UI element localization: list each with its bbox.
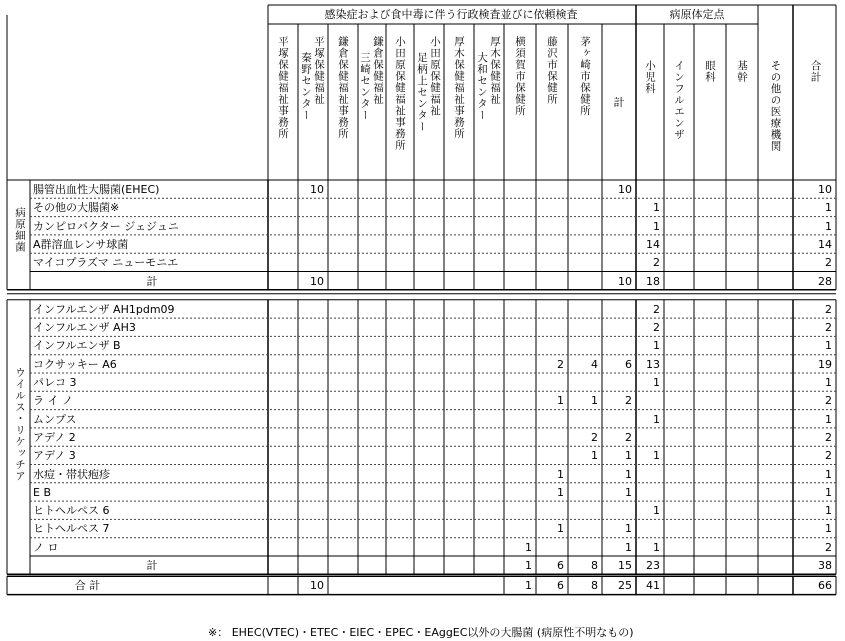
value-cell: 1 [653, 339, 660, 353]
column-header: 眼科 [704, 60, 716, 83]
column-header: 鎌倉保健福祉 [372, 36, 384, 105]
value-cell: 1 [825, 219, 832, 233]
row-label: ラ イ ノ [33, 394, 73, 408]
row-label: ヒトヘルペス 7 [33, 522, 110, 536]
value-cell: 1 [825, 485, 832, 499]
value-cell: 1 [653, 376, 660, 389]
grand-total-cell: 10 [310, 579, 324, 593]
subtotal-cell: 8 [591, 559, 598, 572]
column-header: 藤沢市保健所 [546, 36, 558, 105]
value-cell: 2 [825, 449, 832, 463]
value-cell: 1 [625, 449, 632, 463]
value-cell: 14 [818, 237, 832, 251]
row-label: インフルエンザ B [33, 339, 121, 353]
grand-total-cell: 8 [591, 579, 598, 593]
subtotal-label: 計 [146, 559, 158, 572]
value-cell: 4 [591, 357, 598, 371]
value-cell: 1 [653, 412, 660, 426]
section-label: 病原細菌 [14, 206, 26, 253]
column-header: 小田原保健福祉 [429, 36, 441, 117]
subtotal-cell: 28 [818, 274, 832, 288]
column-header: その他の医療機関 [769, 60, 782, 152]
value-cell: 1 [825, 522, 832, 536]
column-header: 茅ヶ崎市保健所 [579, 36, 591, 117]
header-group-inspection: 感染症および食中毒に伴う行政検査並びに依頼検査 [324, 8, 578, 21]
column-header: 三崎センター [359, 52, 371, 121]
row-label: コクサッキー A6 [33, 357, 117, 371]
row-label: インフルエンザ AH3 [33, 321, 136, 335]
value-cell: 1 [825, 201, 832, 215]
value-cell: 2 [653, 321, 660, 335]
value-cell: 2 [825, 430, 832, 444]
row-label: インフルエンザ AH1pdm09 [33, 302, 175, 316]
column-header: 平塚保健福祉事務所 [277, 36, 289, 140]
column-header-grand-total: 合計 [809, 60, 822, 83]
section-label: ウイルス・リケッチア [14, 367, 26, 483]
value-cell: 1 [591, 394, 598, 408]
subtotal-cell: 1 [525, 559, 532, 572]
value-cell: 1 [625, 540, 632, 554]
value-cell: 1 [653, 504, 660, 518]
row-label: その他の大腸菌※ [33, 201, 120, 215]
value-cell: 2 [653, 302, 660, 316]
value-cell: 1 [525, 540, 532, 554]
value-cell: 1 [825, 467, 832, 481]
subtotal-cell: 10 [618, 274, 632, 288]
subtotal-cell: 18 [646, 274, 660, 288]
grand-total-cell: 6 [557, 579, 564, 593]
value-cell: 1 [625, 485, 632, 499]
value-cell: 2 [825, 321, 832, 335]
value-cell: 1 [625, 467, 632, 481]
column-header: 秦野センター [300, 52, 312, 121]
row-label: 水痘・帯状疱疹 [33, 467, 110, 481]
subtotal-label: 計 [146, 274, 158, 288]
row-label: アデノ 2 [33, 430, 76, 444]
column-header: 厚木保健福祉 [489, 36, 501, 105]
column-header: 足柄上センター [416, 52, 428, 133]
grand-total-cell: 25 [618, 579, 632, 593]
grand-total-cell: 1 [525, 579, 532, 593]
row-label: アデノ 3 [33, 449, 76, 463]
row-label: ノ ロ [33, 540, 59, 554]
column-header: 平塚保健福祉 [313, 36, 325, 105]
value-cell: 1 [591, 449, 598, 463]
value-cell: 2 [625, 394, 632, 408]
row-label: パレコ 3 [33, 376, 77, 389]
column-header: 基幹 [736, 60, 748, 83]
column-header: インフルエンザ [673, 60, 685, 141]
value-cell: 2 [825, 394, 832, 408]
column-header: 小田原保健福祉事務所 [394, 36, 406, 151]
value-cell: 6 [625, 357, 632, 371]
value-cell: 2 [591, 430, 598, 444]
value-cell: 2 [825, 256, 832, 270]
value-cell: 10 [310, 183, 324, 196]
value-cell: 1 [653, 201, 660, 215]
row-label: A群溶血レンサ球菌 [33, 237, 129, 251]
value-cell: 2 [653, 256, 660, 270]
value-cell: 14 [646, 237, 660, 251]
column-header: 横須賀市保健所 [514, 36, 526, 117]
subtotal-cell: 15 [618, 559, 632, 572]
row-label: ヒトヘルペス 6 [33, 504, 110, 518]
row-label: カンピロバクター ジェジュニ [33, 219, 179, 233]
value-cell: 1 [653, 449, 660, 463]
value-cell: 1 [825, 376, 832, 389]
value-cell: 2 [825, 540, 832, 554]
subtotal-cell: 6 [557, 559, 564, 572]
row-label: ムンプス [33, 412, 77, 426]
subtotal-cell: 38 [818, 559, 832, 572]
value-cell: 1 [825, 412, 832, 426]
value-cell: 19 [818, 357, 832, 371]
value-cell: 2 [557, 357, 564, 371]
value-cell: 1 [557, 394, 564, 408]
column-header-total: 計 [613, 96, 625, 109]
column-header: 厚木保健福祉事務所 [453, 36, 465, 140]
column-header: 小児科 [644, 60, 656, 95]
value-cell: 1 [653, 219, 660, 233]
value-cell: 2 [625, 430, 632, 444]
column-header: 大和センター [476, 52, 488, 121]
value-cell: 1 [557, 485, 564, 499]
value-cell: 1 [557, 467, 564, 481]
footnote: ※： EHEC(VTEC)・ETEC・EIEC・EPEC・EAggEC以外の大腸菌 (病原性不明なもの) [208, 626, 634, 639]
value-cell: 1 [825, 504, 832, 518]
row-label: マイコプラズマ ニューモニエ [33, 256, 179, 270]
value-cell: 2 [825, 302, 832, 316]
grand-total-cell: 41 [646, 579, 660, 593]
row-label: E B [33, 485, 51, 499]
header-group-sentinel: 病原体定点 [669, 8, 725, 21]
subtotal-cell: 10 [310, 274, 324, 288]
value-cell: 10 [618, 183, 632, 196]
column-header: 鎌倉保健福祉事務所 [337, 36, 349, 140]
value-cell: 1 [625, 522, 632, 536]
subtotal-cell: 23 [646, 559, 660, 572]
value-cell: 1 [825, 339, 832, 353]
row-label: 腸管出血性大腸菌(EHEC) [33, 183, 160, 196]
grand-total-cell: 66 [818, 579, 832, 593]
value-cell: 1 [557, 522, 564, 536]
value-cell: 1 [653, 540, 660, 554]
value-cell: 13 [646, 357, 660, 371]
grand-total-label: 合 計 [74, 579, 101, 593]
value-cell: 10 [818, 183, 832, 196]
